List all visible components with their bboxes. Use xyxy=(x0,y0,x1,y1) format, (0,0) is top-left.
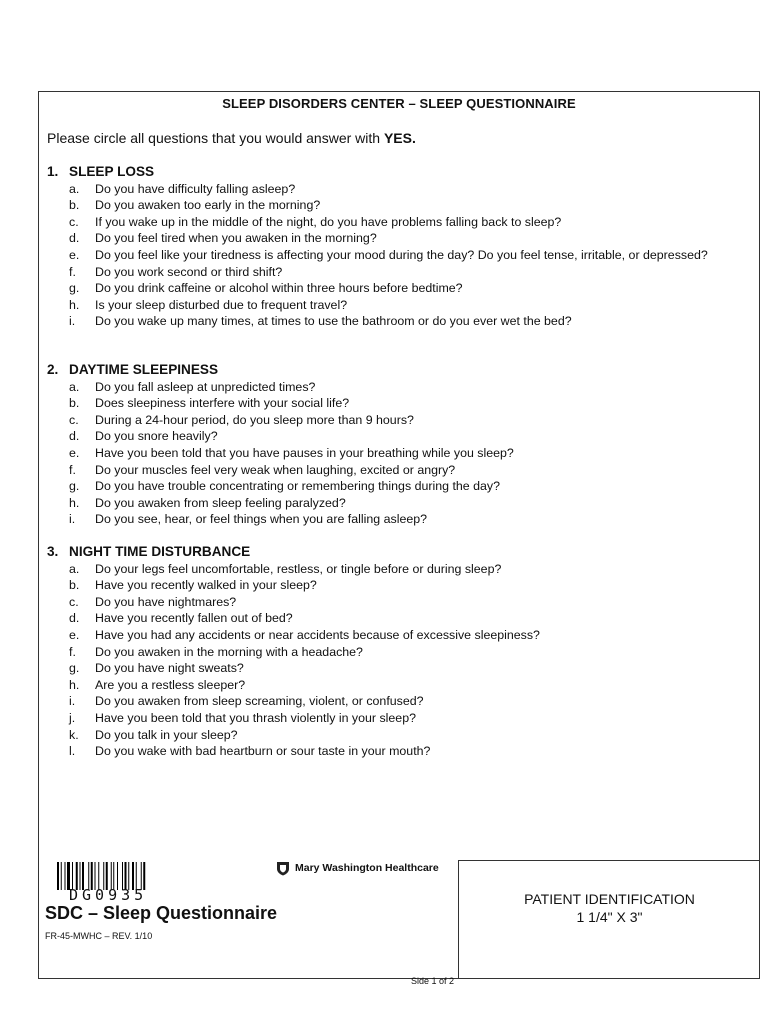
question-item[interactable] xyxy=(47,710,715,727)
form-title: SLEEP DISORDERS CENTER – SLEEP QUESTIONNAIRE xyxy=(222,96,576,111)
logo-text: Mary Washington Healthcare xyxy=(295,862,439,874)
question-text: Do you wake with bad heartburn or sour taste in your mouth? xyxy=(95,744,431,759)
question-item[interactable] xyxy=(47,462,715,479)
question-text: Do you feel tired when you awaken in the morning? xyxy=(95,231,377,246)
question-item[interactable] xyxy=(47,727,715,744)
question-letter: k. xyxy=(69,727,79,742)
question-letter: l. xyxy=(69,744,76,759)
question-item[interactable] xyxy=(47,412,715,429)
section-sleep-loss xyxy=(47,164,715,330)
question-text: Do you feel like your tiredness is affecting your mood during the day? Do you feel tense, irritable, or depressed? xyxy=(95,247,708,262)
question-letter: j. xyxy=(69,710,76,725)
question-letter: i. xyxy=(69,512,76,527)
question-letter: h. xyxy=(69,495,80,510)
patient-id-label: PATIENT IDENTIFICATION xyxy=(524,891,695,907)
question-item[interactable] xyxy=(47,577,715,594)
section-heading xyxy=(47,544,715,561)
question-letter: a. xyxy=(69,379,80,394)
question-item[interactable] xyxy=(47,428,715,445)
question-text: Do you talk in your sleep? xyxy=(95,727,238,742)
question-item[interactable] xyxy=(47,214,715,231)
question-letter: b. xyxy=(69,198,80,213)
question-item[interactable] xyxy=(47,677,715,694)
question-letter: b. xyxy=(69,578,80,593)
section-title: NIGHT TIME DISTURBANCE xyxy=(69,544,251,559)
form-code: FR-45-MWHC – REV. 1/10 xyxy=(45,931,153,941)
question-item[interactable] xyxy=(47,495,715,512)
question-item[interactable] xyxy=(47,280,715,297)
question-letter: f. xyxy=(69,264,76,279)
question-text: Do you have night sweats? xyxy=(95,661,244,676)
question-item[interactable] xyxy=(47,313,715,330)
question-text: Do you awaken from sleep screaming, violent, or confused? xyxy=(95,694,424,709)
question-item[interactable] xyxy=(47,379,715,396)
question-text: If you wake up in the middle of the night, do you have problems falling back to sleep? xyxy=(95,214,562,229)
section-night-time-disturbance xyxy=(47,544,715,760)
question-letter: f. xyxy=(69,644,76,659)
question-item[interactable] xyxy=(47,197,715,214)
section-title: DAYTIME SLEEPINESS xyxy=(69,362,219,377)
question-item[interactable] xyxy=(47,181,715,198)
section-heading xyxy=(47,362,715,379)
question-text: Do you have difficulty falling asleep? xyxy=(95,181,296,196)
question-item[interactable] xyxy=(47,627,715,644)
question-text: Do your legs feel uncomfortable, restless, or tingle before or during sleep? xyxy=(95,561,502,576)
barcode-text: DG0935 xyxy=(69,886,148,904)
question-text: Have you recently walked in your sleep? xyxy=(95,578,317,593)
question-item[interactable] xyxy=(47,644,715,661)
section-heading xyxy=(47,164,715,181)
question-item[interactable] xyxy=(47,594,715,611)
question-letter: g. xyxy=(69,479,80,494)
question-item[interactable] xyxy=(47,511,715,528)
section-number: 3. xyxy=(47,544,59,559)
page-side: Side 1 of 2 xyxy=(411,976,455,986)
question-letter: g. xyxy=(69,661,80,676)
question-item[interactable] xyxy=(47,693,715,710)
question-item[interactable] xyxy=(47,264,715,281)
question-text: Do you work second or third shift? xyxy=(95,264,283,279)
question-item[interactable] xyxy=(47,230,715,247)
question-letter: h. xyxy=(69,297,80,312)
question-letter: a. xyxy=(69,181,80,196)
question-letter: d. xyxy=(69,231,80,246)
section-number: 2. xyxy=(47,362,59,377)
question-letter: e. xyxy=(69,445,80,460)
question-item[interactable] xyxy=(47,478,715,495)
instructions-text: Please circle all questions that you would answer with xyxy=(47,130,384,146)
question-letter: g. xyxy=(69,281,80,296)
crest-icon xyxy=(275,860,291,876)
section-title: SLEEP LOSS xyxy=(69,164,155,179)
question-item[interactable] xyxy=(47,395,715,412)
question-item[interactable] xyxy=(47,445,715,462)
question-letter: i. xyxy=(69,314,76,329)
question-text: Is your sleep disturbed due to frequent travel? xyxy=(95,297,348,312)
question-text: Do you snore heavily? xyxy=(95,429,218,444)
question-text: Does sleepiness interfere with your social life? xyxy=(95,396,350,411)
question-letter: i. xyxy=(69,694,76,709)
question-item[interactable] xyxy=(47,297,715,314)
question-text: Do you awaken from sleep feeling paralyzed? xyxy=(95,495,346,510)
instructions xyxy=(47,130,416,146)
question-letter: c. xyxy=(69,412,79,427)
question-text: Do you fall asleep at unpredicted times? xyxy=(95,379,316,394)
questionnaire-form xyxy=(38,91,760,986)
patient-identification-box xyxy=(458,860,760,979)
form-name: SDC – Sleep Questionnaire xyxy=(45,903,278,923)
question-letter: h. xyxy=(69,677,80,692)
question-text: Have you recently fallen out of bed? xyxy=(95,611,293,626)
org-logo xyxy=(275,860,439,876)
question-text: Have you been told that you thrash violently in your sleep? xyxy=(95,710,416,725)
question-letter: c. xyxy=(69,594,79,609)
question-letter: d. xyxy=(69,611,80,626)
section-daytime-sleepiness xyxy=(47,362,715,528)
question-text: Have you had any accidents or near accidents because of excessive sleepiness? xyxy=(95,627,540,642)
question-letter: a. xyxy=(69,561,80,576)
question-text: Have you been told that you have pauses in your breathing while you sleep? xyxy=(95,445,514,460)
question-text: Do you drink caffeine or alcohol within three hours before bedtime? xyxy=(95,281,463,296)
question-text: During a 24-hour period, do you sleep more than 9 hours? xyxy=(95,412,414,427)
instructions-emphasis: YES. xyxy=(383,130,416,146)
question-text: Do you have trouble concentrating or remembering things during the day? xyxy=(95,479,501,494)
question-item[interactable] xyxy=(47,610,715,627)
question-item[interactable] xyxy=(47,660,715,677)
question-letter: e. xyxy=(69,627,80,642)
question-text: Are you a restless sleeper? xyxy=(95,677,246,692)
question-text: Do you see, hear, or feel things when you are falling asleep? xyxy=(95,512,428,527)
question-letter: f. xyxy=(69,462,76,477)
question-item[interactable] xyxy=(47,247,715,264)
question-text: Do you have nightmares? xyxy=(95,594,237,609)
question-item[interactable] xyxy=(47,743,715,760)
question-letter: b. xyxy=(69,396,80,411)
form-footer xyxy=(39,860,459,986)
question-letter: d. xyxy=(69,429,80,444)
section-number: 1. xyxy=(47,164,59,179)
question-text: Do you awaken too early in the morning? xyxy=(95,198,321,213)
question-text: Do your muscles feel very weak when laughing, excited or angry? xyxy=(95,462,456,477)
question-letter: c. xyxy=(69,214,79,229)
question-text: Do you awaken in the morning with a headache? xyxy=(95,644,363,659)
question-letter: e. xyxy=(69,247,80,262)
question-item[interactable] xyxy=(47,561,715,578)
question-text: Do you wake up many times, at times to use the bathroom or do you ever wet the bed? xyxy=(95,314,572,329)
patient-id-size: 1 1/4" X 3" xyxy=(576,909,643,925)
